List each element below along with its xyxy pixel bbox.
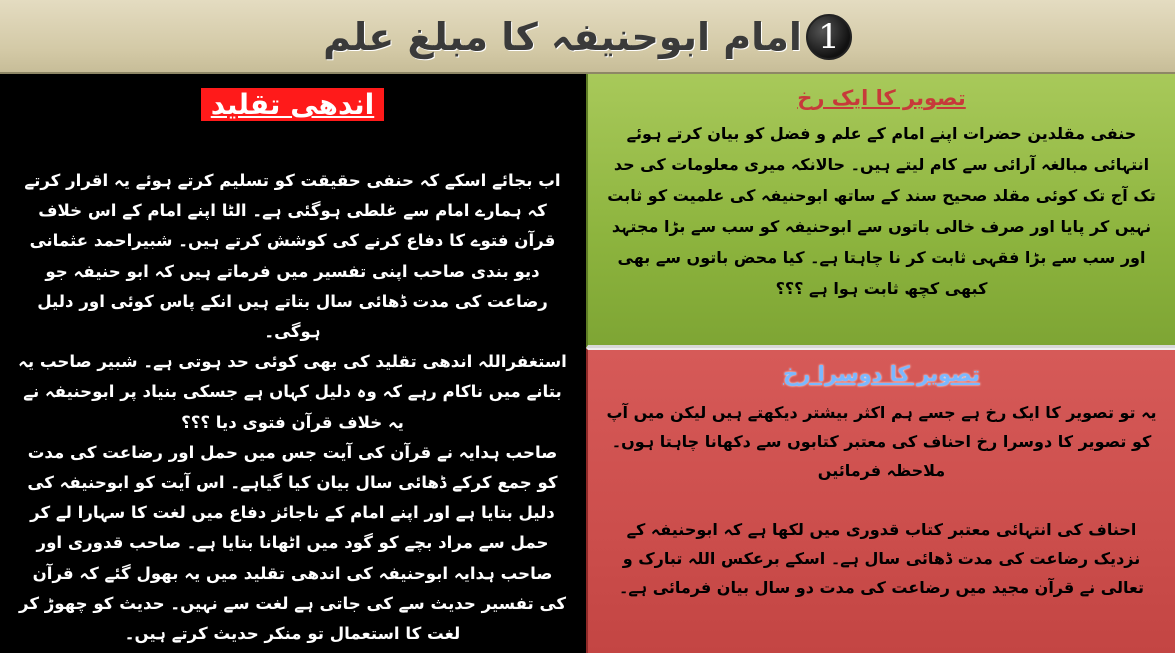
blind-following-heading-wrap: [0, 88, 585, 121]
first-side-panel: [586, 74, 1175, 348]
second-side-paragraph-2: احناف کی انتہائی معتبر کتاب قدوری میں لکھا ہے کہ ابوحنیفہ کے نزدیک رضاعت کی مدت ڈھائی سال ہے۔ اسکے برعکس اللہ تبارک و تعالی نے قرآن مجید میں رضاعت کی مدت دو سال بیان فرمائی ہے۔: [619, 520, 1144, 597]
title-banner: [0, 0, 1175, 74]
second-side-body: [602, 398, 1161, 602]
first-side-heading: تصویر کا ایک رخ: [797, 86, 966, 110]
page-title: امام ابوحنیفہ کا مبلغ علم: [323, 15, 802, 59]
left-paragraph-3: صاحب ہدایہ نے قرآن کی آیت جس میں حمل اور رضاعت کی مدت کو جمع کرکے ڈھائی سال بیان کیا گیاہے۔ اس آیت کو ابوحنیفہ کی دلیل بتایا ہے اور اپنے امام کے ناجائز دفاع میں لغت کا سہارا لے کر حمل سے مراد بچے کو گود میں اٹھانا بتایا ہے۔ صاحب قدوری اور صاحب ہدایہ ابوحنیفہ کی اندھی تقلید میں یہ بھول گئے کہ قرآن کی تفسیر حدیث سے کی جاتی ہے لغت سے نہیں۔ حدیث کو چھوڑ کر لغت کا استعمال تو منکر حدیث کرتے ہیں۔: [19, 442, 566, 644]
blind-following-panel: [0, 74, 585, 653]
left-paragraph-2: استغفراللہ اندھی تقلید کی بھی کوئی حد ہوتی ہے۔ شبیر صاحب یہ بتانے میں ناکام رہے کہ وہ دلیل کہاں ہے جسکی بنیاد پر ابوحنیفہ نے یہ خلاف قرآن فتوی دیا ؟؟؟: [18, 352, 567, 432]
second-side-heading: تصویر کا دوسرا رخ: [783, 362, 980, 386]
slide-number-badge: 1: [806, 14, 852, 60]
blind-following-heading: اندھی تقلید: [201, 88, 384, 121]
second-side-panel: [586, 348, 1175, 653]
left-paragraph-1: اب بجائے اسکے کہ حنفی حقیقت کو تسلیم کرتے ہوئے یہ اقرار کرتے کہ ہمارے امام سے غلطی ہوگئی ہے۔ الٹا اپنے امام کے اس خلاف قرآن فتوے کا دفاع کرنے کی کوشش کرتے ہیں۔ شبیراحمد عثمانی دیو بندی صاحب اپنی تفسیر میں فرماتے ہیں کہ ابو حنیفہ جو رضاعت کی مدت ڈھائی سال بتاتے ہیں انکے پاس کوئی اور دلیل ہوگی۔: [24, 171, 561, 342]
title-row: [0, 6, 1175, 68]
first-side-body: حنفی مقلدین حضرات اپنے امام کے علم و فضل کو بیان کرتے ہوئے انتہائی مبالغہ آرائی سے کام لیتے ہیں۔ حالانکہ میری معلومات کی حد تک آج تک کوئی مقلد صحیح سند کے ساتھ ابوحنیفہ کی علمیت کو ثابت نہیں کر پایا اور صرف خالی باتوں سے ابوحنیفہ کو سب سے بڑا مجتہد اور سب سے بڑا فقہی ثابت کر نا چاہتا ہے۔ کیا محض باتوں سے بھی کبھی کچھ ثابت ہوا ہے ؟؟؟: [607, 124, 1156, 298]
blind-following-body: [18, 166, 567, 649]
second-side-paragraph-1: یہ تو تصویر کا ایک رخ ہے جسے ہم اکثر بیشتر دیکھتے ہیں لیکن میں آپ کو تصویر کا دوسرا رخ احناف کی معتبر کتابوں سے دکھانا چاہتا ہوں۔ ملاحظہ فرمائیں: [606, 403, 1157, 480]
